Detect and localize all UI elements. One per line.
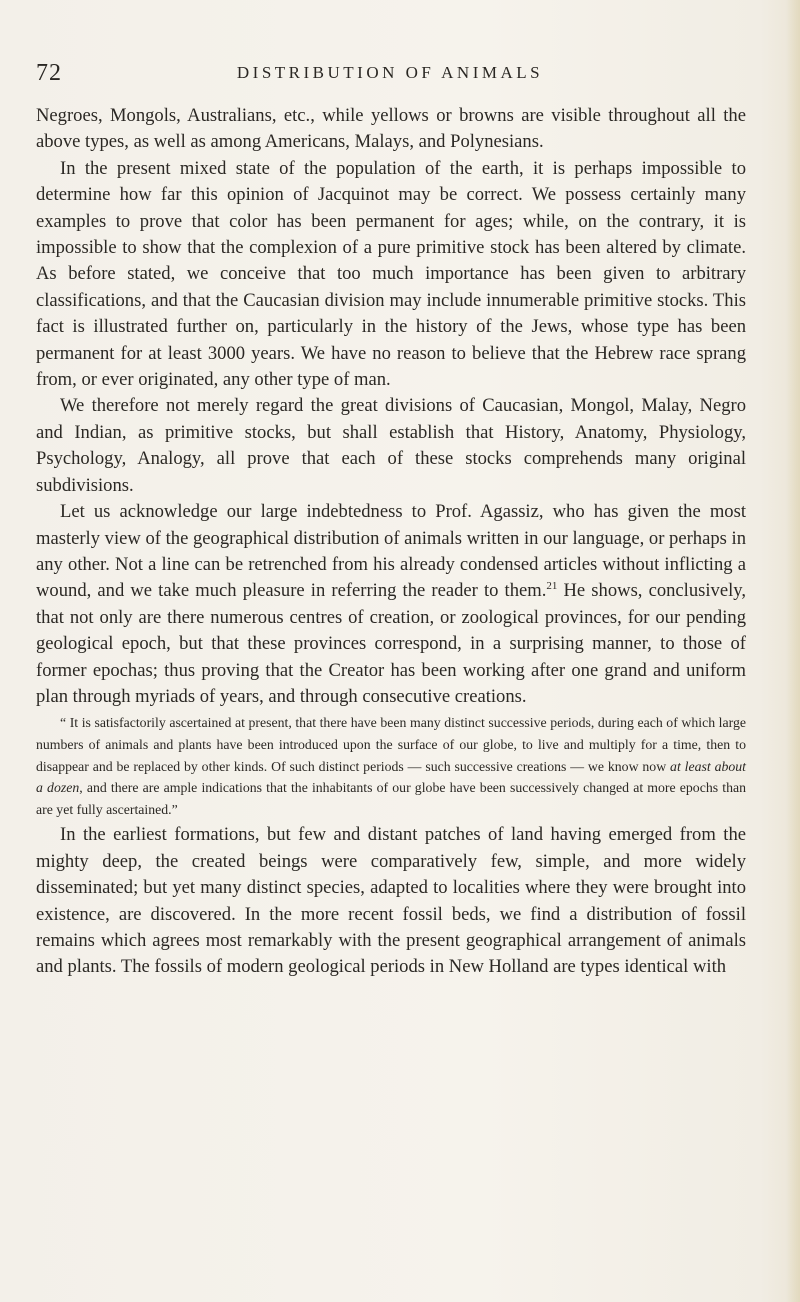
page-header xyxy=(36,58,744,88)
page-number: 72 xyxy=(36,60,62,86)
page-edge-stain xyxy=(786,0,800,1302)
paragraph-4-text-before: Let us acknowledge our large indebtedness to Prof. Agassiz, who has given the most masterly view of the geographical distribution of animals written in our language, or perhaps in any other. Not a line can be retrenched from his already condensed articles without inflicting a wound, and we take much pleasure in referring the reader to them. xyxy=(36,501,746,602)
running-head: DISTRIBUTION OF ANIMALS xyxy=(236,63,544,82)
paragraph-5: In the earliest formations, but few and distant patches of land having emerged from the mighty deep, the created beings were comparatively few, simple, and more widely disseminated; but yet many distinct species, adapted to localities where they were brought into existence, are discovered. In the more recent fossil beds, we find a distribution of fossil remains which agrees most remarkably with the present geographical arrangement of animals and plants. The fossils of modern geological periods in New Holland are types identical with xyxy=(36,824,746,978)
quote-text-before: “ It is satisfactorily ascertained at present, that there have been many distinct successive periods, during each of which large numbers of animals and plants have been introduced upon the surface of our globe, to live and multiply for a time, then to disappear and be replaced by other kinds. Of such distinct periods — such successive creations — we know now xyxy=(36,715,746,774)
quote-text-after: , and there are ample indications that the inhabitants of our globe have been successively changed at more epochs than are yet fully ascertained.” xyxy=(36,780,746,817)
paragraph-4 xyxy=(36,499,746,710)
paragraph-1: Negroes, Mongols, Australians, etc., while yellows or browns are visible throughout all the above types, as well as among Americans, Malays, and Polynesians. xyxy=(36,105,746,153)
block-quote xyxy=(36,712,746,820)
quote-paragraph xyxy=(36,712,746,820)
paragraph-4-text-after: He shows, conclusively, that not only are there numerous centres of creation, or zoological provinces, for our pending geological epoch, but that these provinces correspond, in a surprising manner, to those of former epochas; thus proving that the Creator has been working after one grand and uniform plan through myriads of years, and through consecutive creations. xyxy=(36,580,746,707)
footnote-marker: 21 xyxy=(546,580,558,593)
body-text xyxy=(36,103,746,981)
paragraph-2: In the present mixed state of the population of the earth, it is perhaps impossible to determine how far this opinion of Jacquinot may be correct. We possess certainly many examples to prove that color has been permanent for ages; while, on the contrary, it is impossible to show that the complexion of a pure primitive stock has been altered by climate. As before stated, we conceive that too much importance has been given to arbitrary classifications, and that the Caucasian division may include innumerable primitive stocks. This fact is illustrated further on, particularly in the history of the Jews, whose type has been permanent for at least 3000 years. We have no reason to believe that the Hebrew race sprang from, or ever originated, any other type of man. xyxy=(36,157,746,391)
paragraph-3: We therefore not merely regard the great divisions of Caucasian, Mongol, Malay, Negro and Indian, as primitive stocks, but shall establish that History, Anatomy, Physiology, Psychology, Analogy, all prove that each of these stocks comprehends many original subdivisions. xyxy=(36,395,746,496)
quote-italic-text: at least about a dozen xyxy=(36,758,747,796)
